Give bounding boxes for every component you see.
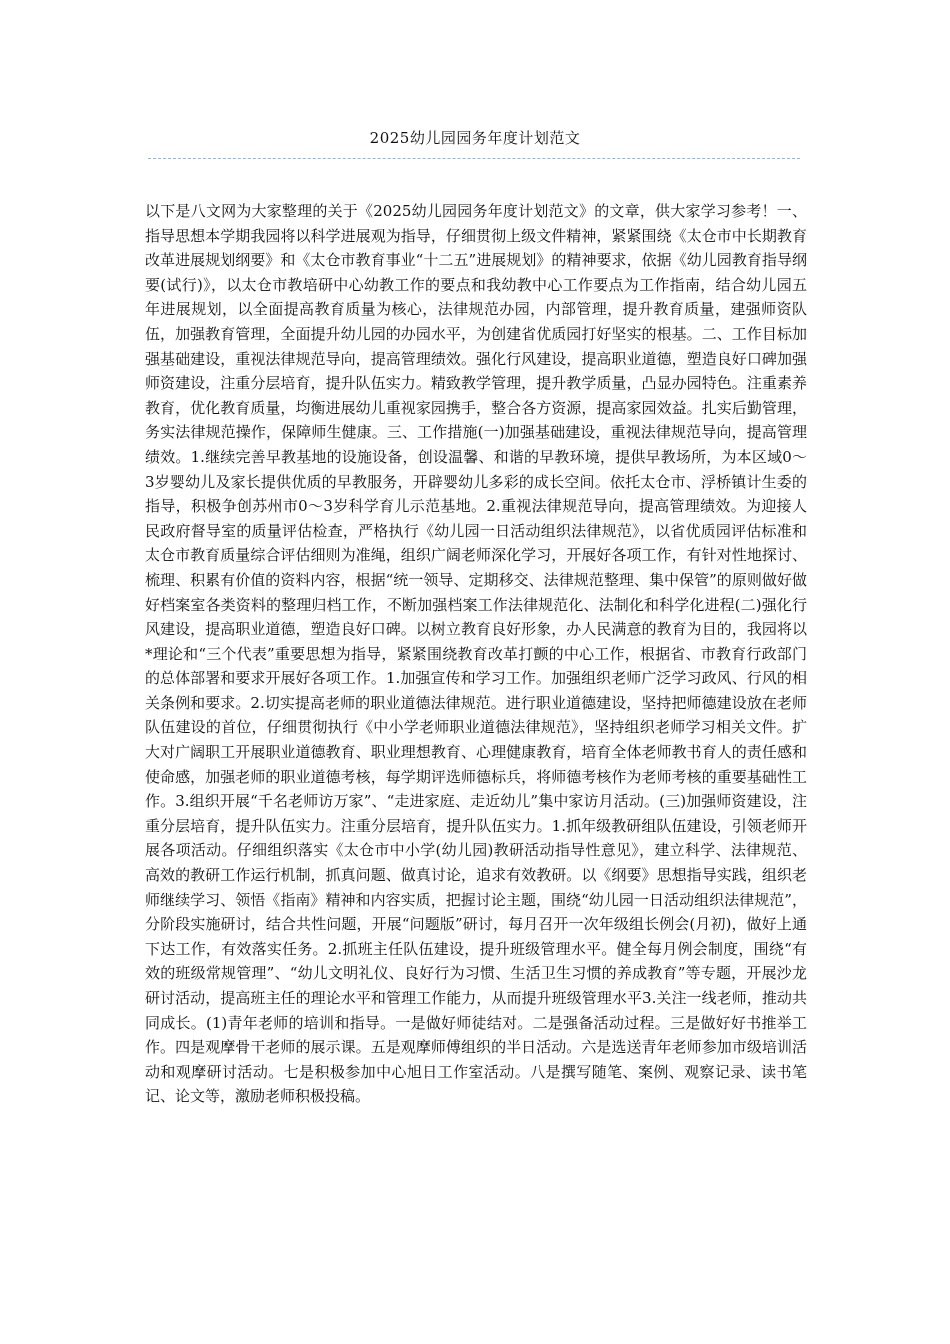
title-divider (148, 158, 800, 159)
document-body: 以下是八文网为大家整理的关于《2025幼儿园园务年度计划范文》的文章，供大家学习参考！一、指导思想本学期我园将以科学进展观为指导，仔细贯彻上级文件精神，紧紧围绕《太仓市中长期教育改革进展规划纲要》和《太仓市教育事业“十二五”进展规划》的精神要求，依据《幼儿园教育指导纲要(试行)》，以太仓市教培研中心幼教工作的要点和我幼教中心工作要点为工作指南，结合幼儿园五年进展规划，以全面提高教育质量为核心，法律规范办园，内部管理，提升教育质量，建强师资队伍，加强教育管理，全面提升幼儿园的办园水平，为创建省优质园打好坚实的根基。二、工作目标加强基础建设，重视法律规范导向，提高管理绩效。强化行风建设，提高职业道德，塑造良好口碑加强师资建设，注重分层培育，提升队伍实力。精致教学管理，提升教学质量，凸显办园特色。注重素养教育，优化教育质量，均衡进展幼儿重视家园携手，整合各方资源，提高家园效益。扎实后勤管理，务实法律规范操作，保障师生健康。三、工作措施(一)加强基础建设，重视法律规范导向，提高管理绩效。1.继续完善早教基地的设施设备，创设温馨、和谐的早教环境，提供早教场所，为本区域0～3岁婴幼儿及家长提供优质的早教服务，开辟婴幼儿多彩的成长空间。依托太仓市、浮桥镇计生委的指导，积极争创苏州市0～3岁科学育儿示范基地。2.重视法律规范导向，提高管理绩效。为迎接人民政府督导室的质量评估检查，严格执行《幼儿园一日活动组织法律规范》，以省优质园评估标准和太仓市教育质量综合评估细则为准绳，组织广阔老师深化学习，开展好各项工作，有针对性地探讨、梳理、积累有价值的资料内容，根据“统一领导、定期移交、法律规范整理、集中保管”的原则做好做好档案室各类资料的整理归档工作，不断加强档案工作法律规范化、法制化和科学化进程(二)强化行风建设，提高职业道德，塑造良好口碑。以树立教育良好形象，办人民满意的教育为目的，我园将以*理论和“三个代表”重要思想为指导，紧紧围绕教育改革打颤的中心工作，根据省、市教育行政部门的总体部署和要求开展好各项工作。1.加强宣传和学习工作。加强组织老师广泛学习政风、行风的相关条例和要求。2.切实提高老师的职业道德法律规范。进行职业道德建设，坚持把师德建设放在老师队伍建设的首位，仔细贯彻执行《中小学老师职业道德法律规范》，坚持组织老师学习相关文件。扩大对广阔职工开展职业道德教育、职业理想教育、心理健康教育，培育全体老师教书育人的责任感和使命感，加强老师的职业道德考核，每学期评选师德标兵，将师德考核作为老师考核的重要基础性工作。3.组织开展“千名老师访万家”、“走进家庭、走近幼儿”集中家访月活动。(三)加强师资建设，注重分层培育，提升队伍实力。注重分层培育，提升队伍实力。1.抓年级教研组队伍建设，引领老师开展各项活动。仔细组织落实《太仓市中小学(幼儿园)教研活动指导性意见》，建立科学、法律规范、高效的教研工作运行机制，抓真问题、做真讨论，追求有效教研。以《纲要》思想指导实践，组织老师继续学习、领悟《指南》精神和内容实质，把握讨论主题，围绕“幼儿园一日活动组织法律规范”，分阶段实施研讨，结合共性问题，开展“问题版”研讨，每月召开一次年级组长例会(月初)，做好上通下达工作，有效落实任务。2.抓班主任队伍建设，提升班级管理水平。健全每月例会制度，围绕“有效的班级常规管理”、“幼儿文明礼仪、良好行为习惯、生活卫生习惯的养成教育”等专题，开展沙龙研讨活动，提高班主任的理论水平和管理工作能力，从而提升班级管理水平3.关注一线老师，推动共同成长。(1)青年老师的培训和指导。一是做好师徒结对。二是强备活动过程。三是做好好书推举工作。四是观摩骨干老师的展示课。五是观摩师傅组织的半日活动。六是选送青年老师参加市级培训活动和观摩研讨活动。七是积极参加中心旭日工作室活动。八是撰写随笔、案例、观察记录、读书笔记、论文等，激励老师积极投稿。 (145, 202, 807, 1106)
document-title: 2025幼儿园园务年度计划范文 (369, 129, 581, 147)
